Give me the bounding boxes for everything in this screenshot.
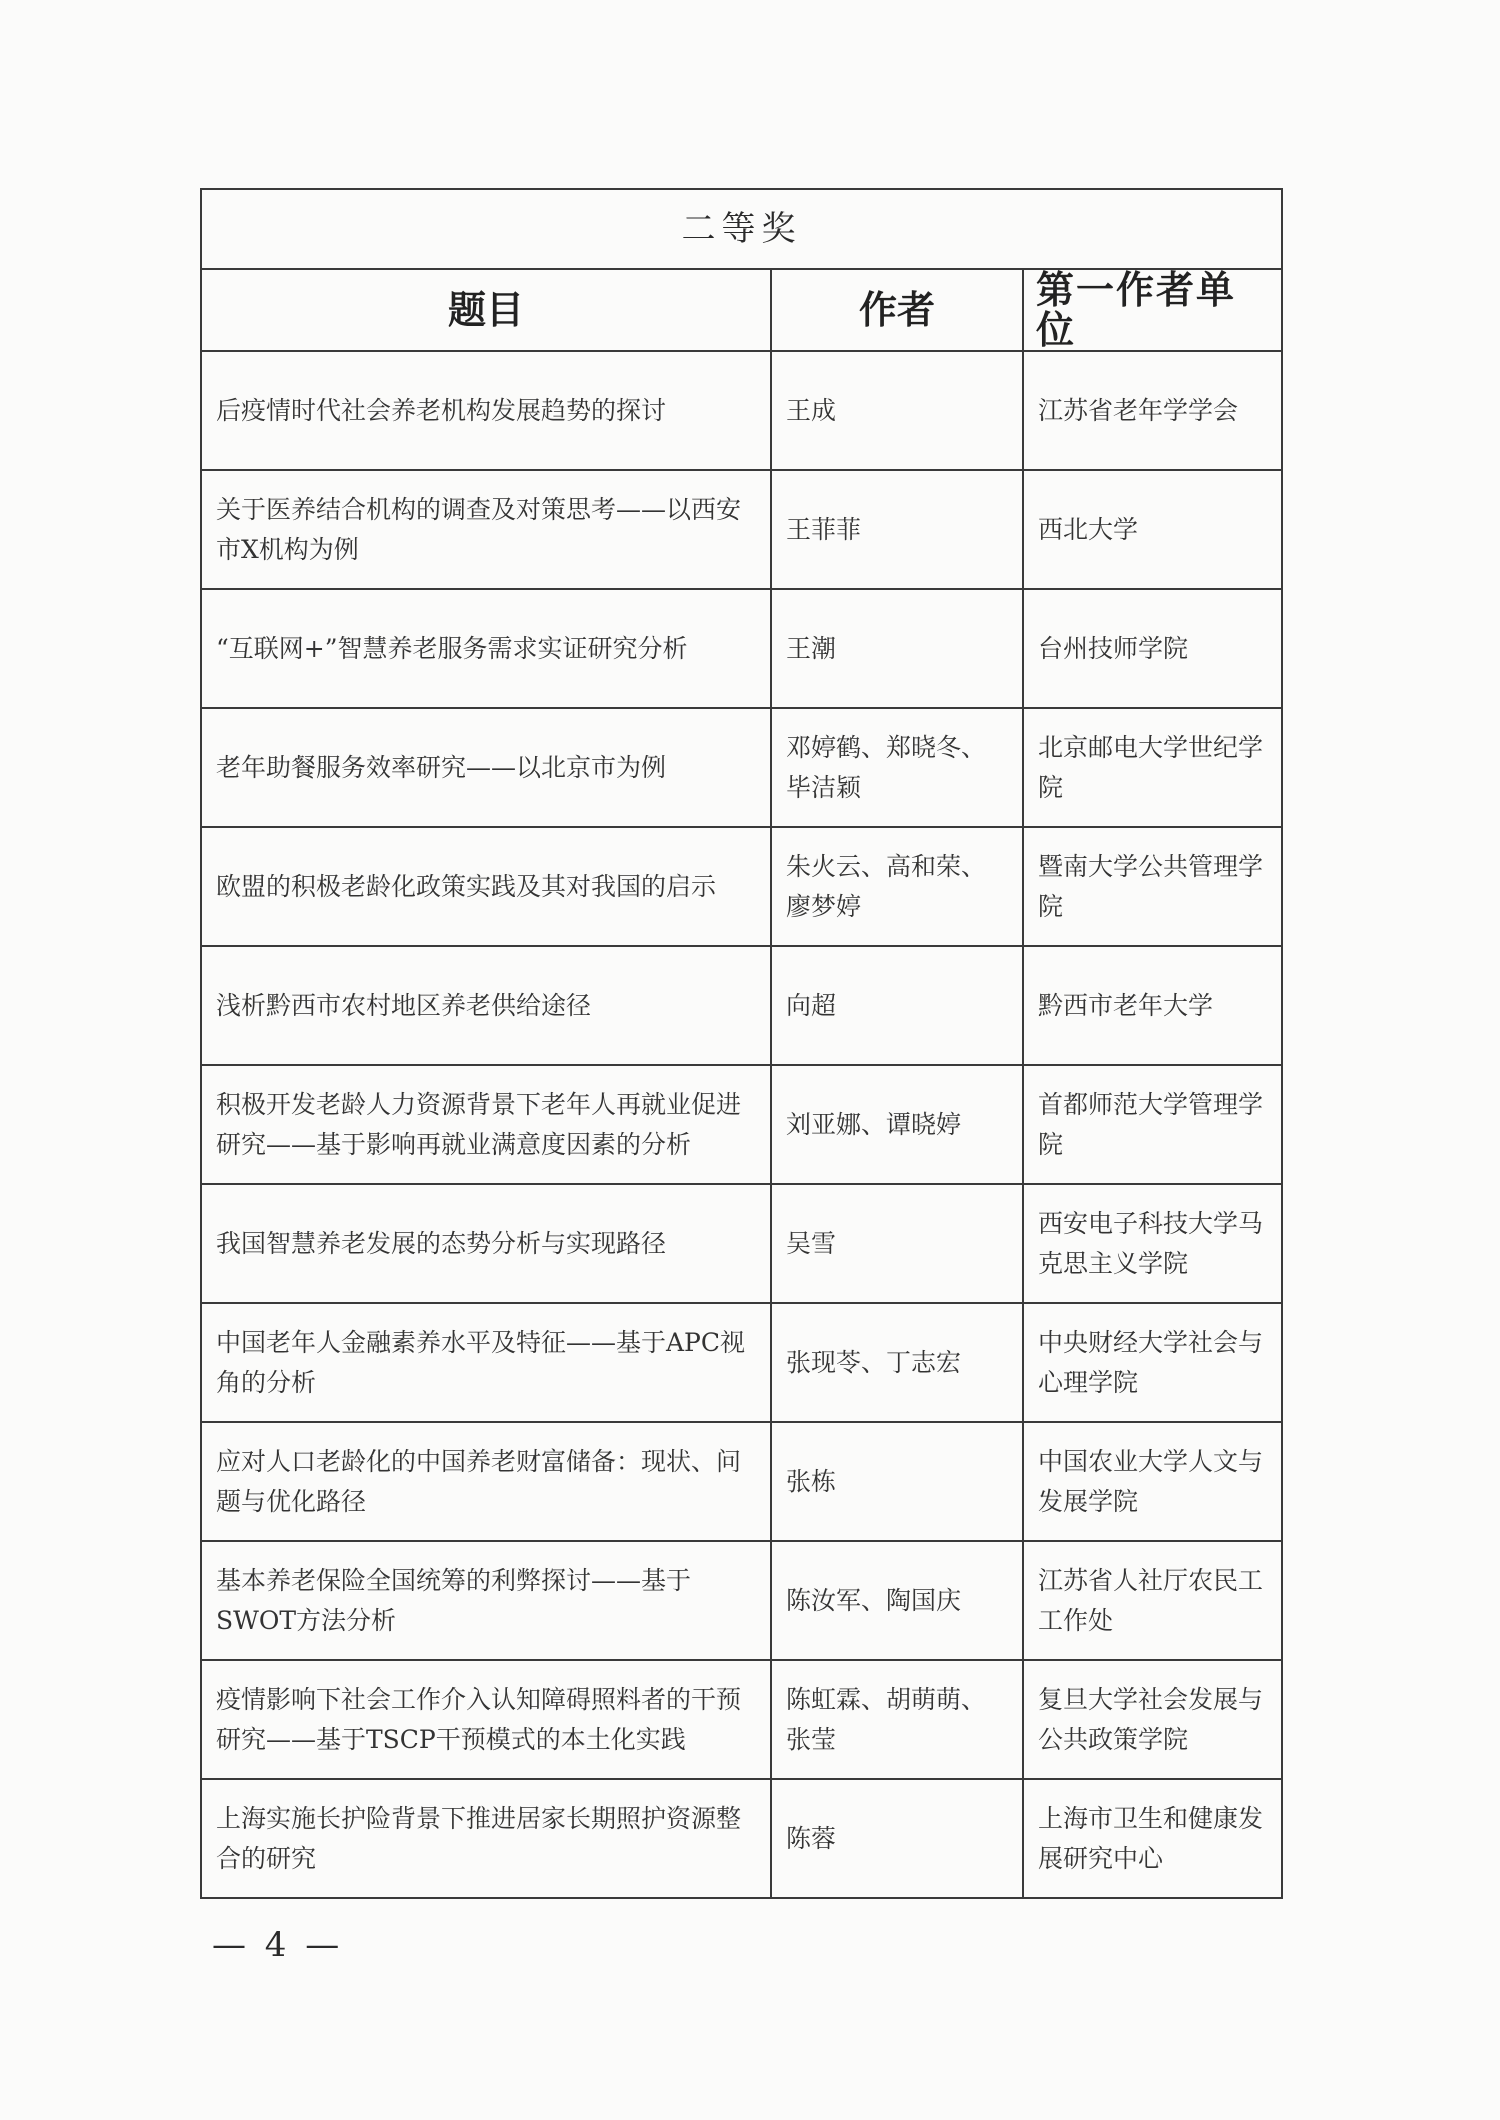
paper-title: 后疫情时代社会养老机构发展趋势的探讨 bbox=[201, 351, 771, 470]
paper-title: 上海实施长护险背景下推进居家长期照护资源整合的研究 bbox=[201, 1779, 771, 1898]
paper-author: 刘亚娜、谭晓婷 bbox=[771, 1065, 1023, 1184]
header-title: 题目 bbox=[201, 269, 771, 351]
author-unit: 江苏省老年学学会 bbox=[1023, 351, 1282, 470]
table-row bbox=[201, 1184, 1282, 1303]
author-unit: 台州技师学院 bbox=[1023, 589, 1282, 708]
table-row bbox=[201, 827, 1282, 946]
author-unit: 江苏省人社厅农民工工作处 bbox=[1023, 1541, 1282, 1660]
paper-author: 张栋 bbox=[771, 1422, 1023, 1541]
author-unit: 西北大学 bbox=[1023, 470, 1282, 589]
paper-author: 陈汝军、陶国庆 bbox=[771, 1541, 1023, 1660]
paper-author: 陈虹霖、胡萌萌、张莹 bbox=[771, 1660, 1023, 1779]
paper-author: 朱火云、高和荣、廖梦婷 bbox=[771, 827, 1023, 946]
paper-author: 邓婷鹤、郑晓冬、毕洁颖 bbox=[771, 708, 1023, 827]
author-unit: 暨南大学公共管理学院 bbox=[1023, 827, 1282, 946]
paper-title: 我国智慧养老发展的态势分析与实现路径 bbox=[201, 1184, 771, 1303]
paper-author: 王潮 bbox=[771, 589, 1023, 708]
paper-title: 欧盟的积极老龄化政策实践及其对我国的启示 bbox=[201, 827, 771, 946]
paper-author: 向超 bbox=[771, 946, 1023, 1065]
author-unit: 中国农业大学人文与发展学院 bbox=[1023, 1422, 1282, 1541]
table-row bbox=[201, 708, 1282, 827]
author-unit: 西安电子科技大学马克思主义学院 bbox=[1023, 1184, 1282, 1303]
header-author: 作者 bbox=[771, 269, 1023, 351]
header-unit: 第一作者单位 bbox=[1023, 269, 1282, 351]
table-row bbox=[201, 1422, 1282, 1541]
table-row bbox=[201, 1541, 1282, 1660]
author-unit: 首都师范大学管理学院 bbox=[1023, 1065, 1282, 1184]
paper-title: 中国老年人金融素养水平及特征——基于APC视角的分析 bbox=[201, 1303, 771, 1422]
paper-title: 应对人口老龄化的中国养老财富储备：现状、问题与优化路径 bbox=[201, 1422, 771, 1541]
author-unit: 北京邮电大学世纪学院 bbox=[1023, 708, 1282, 827]
author-unit: 中央财经大学社会与心理学院 bbox=[1023, 1303, 1282, 1422]
paper-author: 陈蓉 bbox=[771, 1779, 1023, 1898]
table-row bbox=[201, 470, 1282, 589]
paper-title: 老年助餐服务效率研究——以北京市为例 bbox=[201, 708, 771, 827]
section-title-row bbox=[201, 189, 1282, 269]
section-title: 二等奖 bbox=[201, 189, 1282, 269]
paper-title: 基本养老保险全国统筹的利弊探讨——基于SWOT方法分析 bbox=[201, 1541, 771, 1660]
paper-author: 张现苓、丁志宏 bbox=[771, 1303, 1023, 1422]
table-row bbox=[201, 589, 1282, 708]
table-row bbox=[201, 351, 1282, 470]
paper-title: 关于医养结合机构的调查及对策思考——以西安市X机构为例 bbox=[201, 470, 771, 589]
table-row bbox=[201, 946, 1282, 1065]
table-row bbox=[201, 1065, 1282, 1184]
author-unit: 复旦大学社会发展与公共政策学院 bbox=[1023, 1660, 1282, 1779]
author-unit: 黔西市老年大学 bbox=[1023, 946, 1282, 1065]
table-row bbox=[201, 1303, 1282, 1422]
paper-author: 王成 bbox=[771, 351, 1023, 470]
table-row bbox=[201, 1779, 1282, 1898]
header-row bbox=[201, 269, 1282, 351]
page-number: — 4 — bbox=[212, 1925, 344, 1965]
table-row bbox=[201, 1660, 1282, 1779]
author-unit: 上海市卫生和健康发展研究中心 bbox=[1023, 1779, 1282, 1898]
paper-title: 浅析黔西市农村地区养老供给途径 bbox=[201, 946, 771, 1065]
paper-title: “互联网+”智慧养老服务需求实证研究分析 bbox=[201, 589, 771, 708]
paper-title: 疫情影响下社会工作介入认知障碍照料者的干预研究——基于TSCP干预模式的本土化实践 bbox=[201, 1660, 771, 1779]
paper-author: 王菲菲 bbox=[771, 470, 1023, 589]
paper-title: 积极开发老龄人力资源背景下老年人再就业促进研究——基于影响再就业满意度因素的分析 bbox=[201, 1065, 771, 1184]
award-table bbox=[200, 188, 1283, 1899]
paper-author: 吴雪 bbox=[771, 1184, 1023, 1303]
